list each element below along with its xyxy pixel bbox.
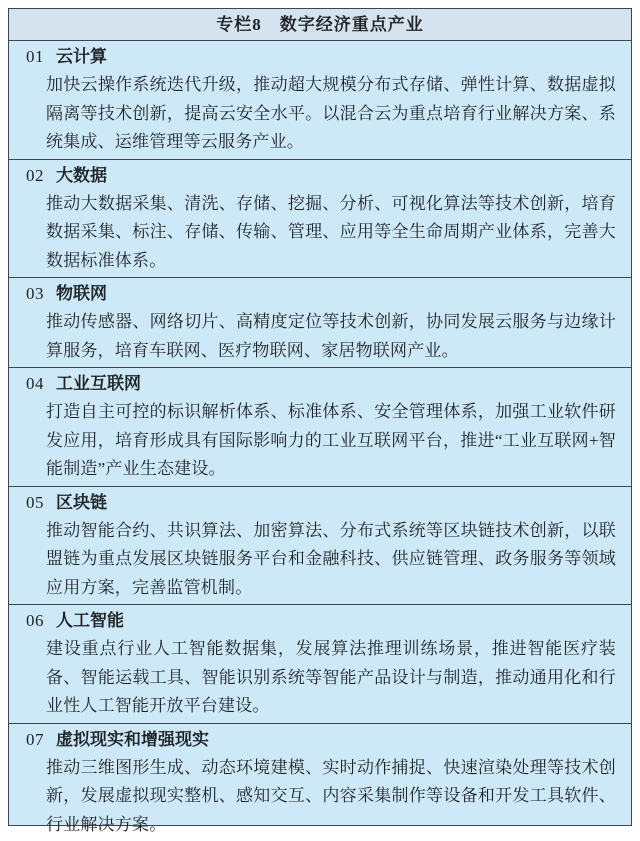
section-number: 02: [26, 162, 56, 190]
section-title-row: [26, 162, 616, 190]
section-title: 大数据: [56, 162, 107, 190]
section-title: 人工智能: [56, 607, 124, 635]
section-body: 推动传感器、网络切片、高精度定位等技术创新，协同发展云服务与边缘计算服务，培育车联网、医疗物联网、家居物联网产业。: [46, 308, 616, 365]
section-title-row: [26, 726, 616, 754]
section-title-row: [26, 489, 616, 517]
section-title: 虚拟现实和增强现实: [56, 726, 209, 754]
section-number: 04: [26, 370, 56, 398]
section-row: [9, 487, 631, 606]
section-title-row: [26, 280, 616, 308]
section-row: [9, 724, 631, 841]
section-title: 物联网: [56, 280, 107, 308]
section-body: 推动大数据采集、清洗、存储、挖掘、分析、可视化算法等技术创新，培育数据采集、标注、存储、传输、管理、应用等全生命周期产业体系，完善大数据标准体系。: [46, 190, 616, 276]
section-number: 03: [26, 280, 56, 308]
section-body: 推动智能合约、共识算法、加密算法、分布式系统等区块链技术创新，以联盟链为重点发展区块链服务平台和金融科技、供应链管理、政务服务等领域应用方案，完善监管机制。: [46, 517, 616, 603]
section-title: 云计算: [56, 43, 107, 71]
section-title-row: [26, 607, 616, 635]
section-body: 打造自主可控的标识解析体系、标准体系、安全管理体系，加强工业软件研发应用，培育形成具有国际影响力的工业互联网平台，推进“工业互联网+智能制造”产业生态建设。: [46, 398, 616, 484]
section-row: [9, 605, 631, 724]
section-body: 推动三维图形生成、动态环境建模、实时动作捕捉、快速渲染处理等技术创新，发展虚拟现实整机、感知交互、内容采集制作等设备和开发工具软件、行业解决方案。: [46, 754, 616, 840]
section-title-row: [26, 370, 616, 398]
section-row: [9, 41, 631, 160]
section-title-row: [26, 43, 616, 71]
section-row: [9, 160, 631, 279]
section-number: 05: [26, 489, 56, 517]
section-title: 工业互联网: [56, 370, 141, 398]
section-number: 01: [26, 43, 56, 71]
panel-title: 专栏8 数字经济重点产业: [9, 9, 631, 41]
panel-box: [8, 8, 632, 826]
section-title: 区块链: [56, 489, 107, 517]
section-number: 06: [26, 607, 56, 635]
section-body: 建设重点行业人工智能数据集，发展算法推理训练场景，推进智能医疗装备、智能运载工具、智能识别系统等智能产品设计与制造，推动通用化和行业性人工智能开放平台建设。: [46, 635, 616, 721]
section-row: [9, 368, 631, 487]
sections-container: [9, 41, 631, 841]
section-body: 加快云操作系统迭代升级，推动超大规模分布式存储、弹性计算、数据虚拟隔离等技术创新，提高云安全水平。以混合云为重点培育行业解决方案、系统集成、运维管理等云服务产业。: [46, 71, 616, 157]
section-row: [9, 278, 631, 368]
section-number: 07: [26, 726, 56, 754]
